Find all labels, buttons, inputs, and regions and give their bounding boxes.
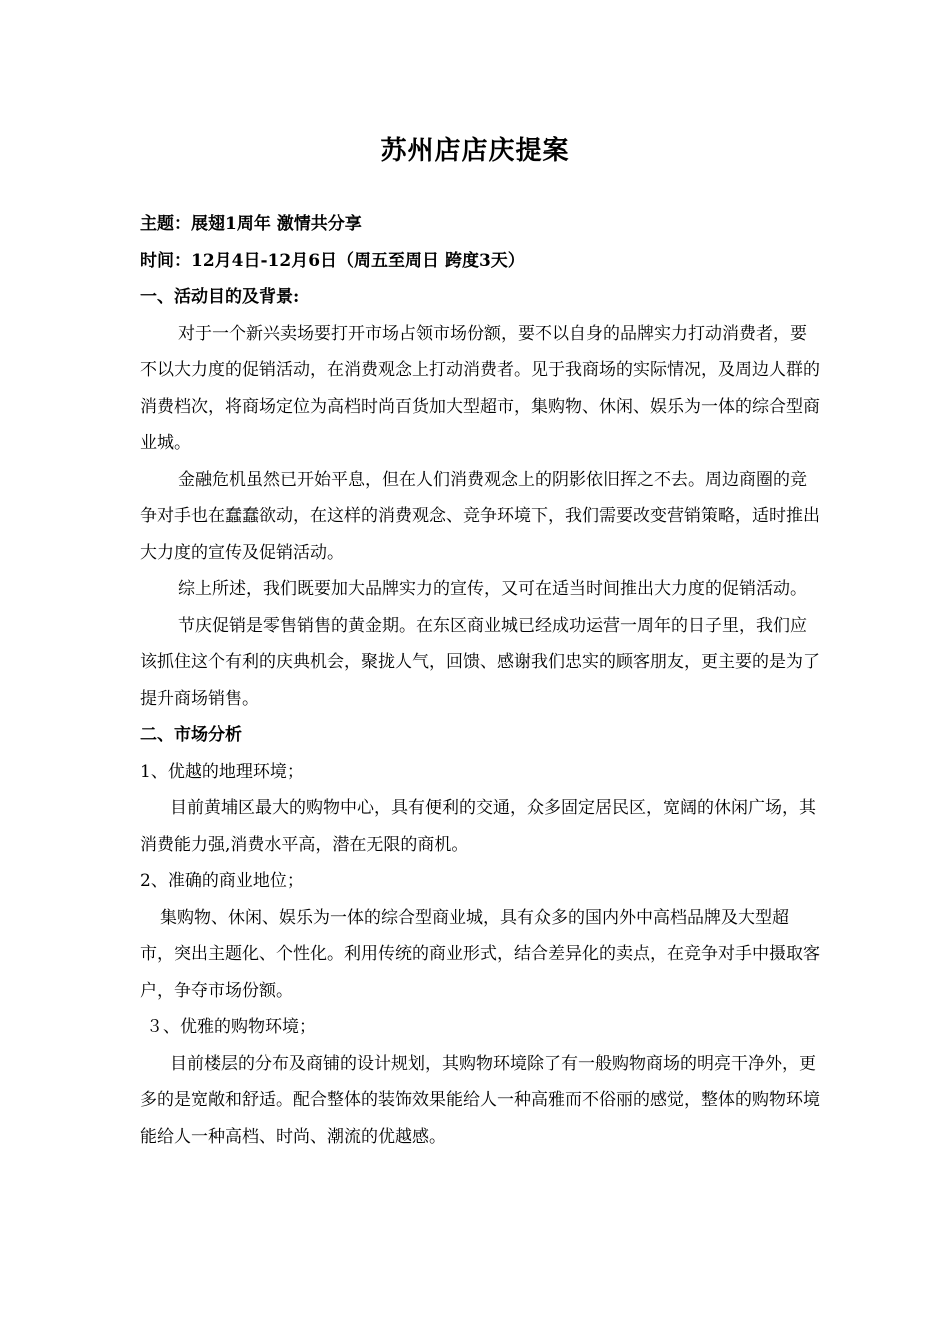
section-heading-market-analysis: 二、市场分析 bbox=[140, 725, 242, 745]
paragraph: 节庆促销是零售销售的黄金期。在东区商业城已经成功运营一周年的日子里，我们应该抓住这个有利的庆典机会，聚拢人气，回馈、感谢我们忠实的顾客朋友，更主要的是为了提升商场销售。 bbox=[140, 615, 820, 709]
item-label: 2、准确的商业地位； bbox=[140, 871, 304, 891]
item-label: 1、优越的地理环境； bbox=[140, 761, 304, 782]
document-body bbox=[140, 206, 820, 1155]
item-text: 集购物、休闲、娱乐为一体的综合型商业城，具有众多的国内外中高档品牌及大型超市，突出主题化、个性化。利用传统的商业形式，结合差异化的卖点，在竞争对手中摄取客户，争夺市场份额。 bbox=[140, 907, 820, 1001]
item-text: 目前楼层的分布及商铺的设计规划，其购物环境除了有一般购物商场的明亮干净外，更多的是宽敞和舒适。配合整体的装饰效果能给人一种高雅而不俗丽的感觉，整体的购物环境能给人一种高档、时尚、潮流的优越感。 bbox=[140, 1053, 820, 1147]
item-text: 目前黄埔区最大的购物中心，具有便利的交通，众多固定居民区，宽阔的休闲广场，其消费能力强,消费水平高，潜在无限的商机。 bbox=[140, 798, 816, 855]
paragraph: 金融危机虽然已开始平息，但在人们消费观念上的阴影依旧挥之不去。周边商圈的竞争对手也在蠢蠢欲动，在这样的消费观念、竞争环境下，我们需要改变营销策略，适时推出大力度的宣传及促销活动。 bbox=[140, 469, 820, 563]
theme-line: 主题：展翅1周年 激情共分享 bbox=[140, 214, 362, 234]
section-heading-background: 一、活动目的及背景: bbox=[140, 287, 300, 307]
document-title: 苏州店店庆提案 bbox=[380, 136, 570, 166]
paragraph: 对于一个新兴卖场要打开市场占领市场份额，要不以自身的品牌实力打动消费者，要不以大力度的促销活动，在消费观念上打动消费者。见于我商场的实际情况，及周边人群的消费档次，将商场定位为高档时尚百货加大型超市，集购物、休闲、娱乐为一体的综合型商业城。 bbox=[140, 323, 820, 453]
time-line: 时间：12月4日-12月6日（周五至周日 跨度3天） bbox=[140, 250, 525, 271]
paragraph: 综上所述，我们既要加大品牌实力的宣传，又可在适当时间推出大力度的促销活动。 bbox=[178, 579, 807, 599]
item-label: ３、优雅的购物环境； bbox=[146, 1017, 316, 1037]
